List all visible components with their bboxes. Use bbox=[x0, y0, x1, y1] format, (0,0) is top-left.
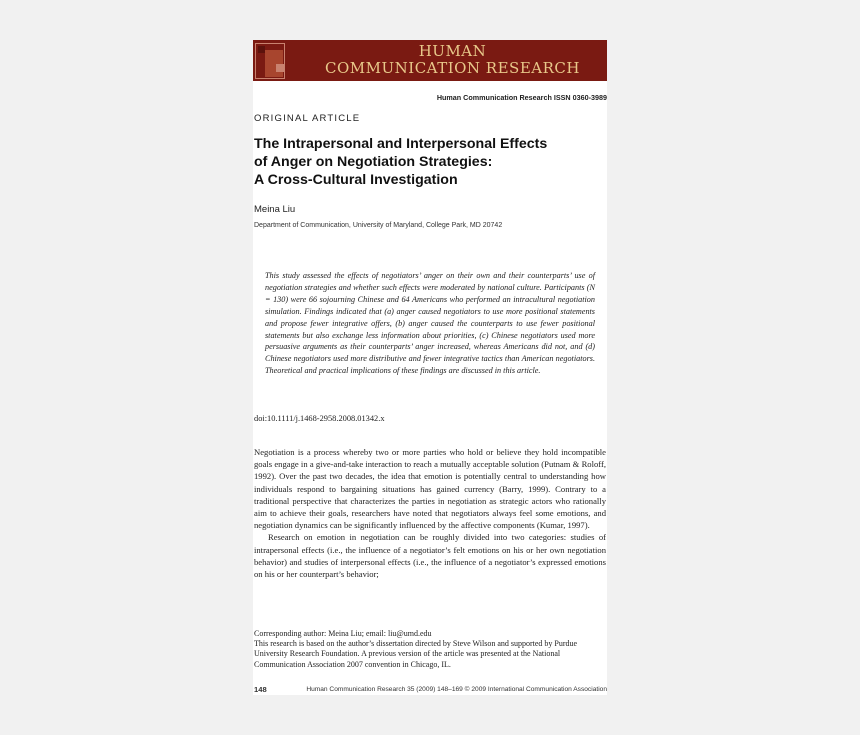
doi-link[interactable]: doi:10.1111/j.1468-2958.2008.01342.x bbox=[254, 414, 385, 423]
author-name: Meina Liu bbox=[254, 204, 296, 215]
body-paragraph: Negotiation is a process whereby two or more parties who hold or believe they hold incompatible goals engage in a give-and-take interaction to reach a mutually acceptable solution (Putnam & Roloff, 1992). Over the past two decades, the idea that emotion is potentially central to understanding how individuals respond to bargaining situations has gained currency (Barry, 1999). Contrary to a traditional perspective that characterizes the parties in negotiation as strategic actors who rationally aim to achieve their goals, researchers have noted that negotiators always feel some emotions, and negotiation dynamics can be significantly influenced by the affective components (Kumar, 1997). bbox=[254, 447, 606, 531]
author-affiliation: Department of Communication, University of Maryland, College Park, MD 20742 bbox=[254, 222, 503, 229]
journal-logo bbox=[253, 40, 297, 81]
corresponding-author: Corresponding author: Meina Liu; email: liu@umd.edu bbox=[254, 629, 432, 638]
article-title-line: The Intrapersonal and Interpersonal Effects bbox=[254, 136, 548, 152]
article-title bbox=[254, 135, 606, 189]
article-type: ORIGINAL ARTICLE bbox=[254, 113, 361, 124]
footnote bbox=[254, 629, 606, 670]
journal-title-line1: HUMAN bbox=[418, 42, 487, 60]
page-number: 148 bbox=[254, 685, 267, 694]
journal-issn: Human Communication Research ISSN 0360-3989 bbox=[436, 93, 607, 102]
document-page bbox=[253, 40, 607, 695]
acknowledgement-note: This research is based on the author’s dissertation directed by Steve Wilson and supported by Purdue University Research Foundation. A previous version of the article was presented at the National Communication Association 2007 convention in Chicago, IL. bbox=[254, 639, 578, 669]
body-text bbox=[254, 446, 606, 580]
journal-banner bbox=[253, 40, 607, 81]
abstract: This study assessed the effects of negotiators’ anger on their own and their counterparts’ use of negotiation strategies and whether such effects were moderated by national culture. Participants (N = 130) were 66 sojourning Chinese and 64 Americans who performed an intracultural negotiation simulation. Findings indicated that (a) anger caused negotiators to use more positional statements and propose fewer integrative offers, (b) anger caused the counterparts to use fewer positional statements but also exchange less information about priorities, (c) Chinese negotiators used more persuasive arguments as their counterparts’ anger increased, whereas Americans did not, and (d) Chinese negotiators used more distributive and fewer integrative tactics than American negotiators. Theoretical and practical implications of these findings are discussed in this article. bbox=[265, 271, 595, 376]
article-title-line: of Anger on Negotiation Strategies: bbox=[254, 154, 493, 170]
journal-title-line2: COMMUNICATION RESEARCH bbox=[325, 59, 580, 77]
article-title-line: A Cross-Cultural Investigation bbox=[254, 172, 458, 188]
body-paragraph: Research on emotion in negotiation can be roughly divided into two categories: studies of intrapersonal effects (i.e., the influence of a negotiator’s felt emotions on his or her own negotiation behavior) and studies of interpersonal effects (i.e., the influence of a negotiator’s expressed emotions on his or her counterpart’s behavior; bbox=[254, 532, 606, 580]
footer-citation: Human Communication Research 35 (2009) 148–169 © 2009 International Communication Association bbox=[306, 686, 607, 693]
